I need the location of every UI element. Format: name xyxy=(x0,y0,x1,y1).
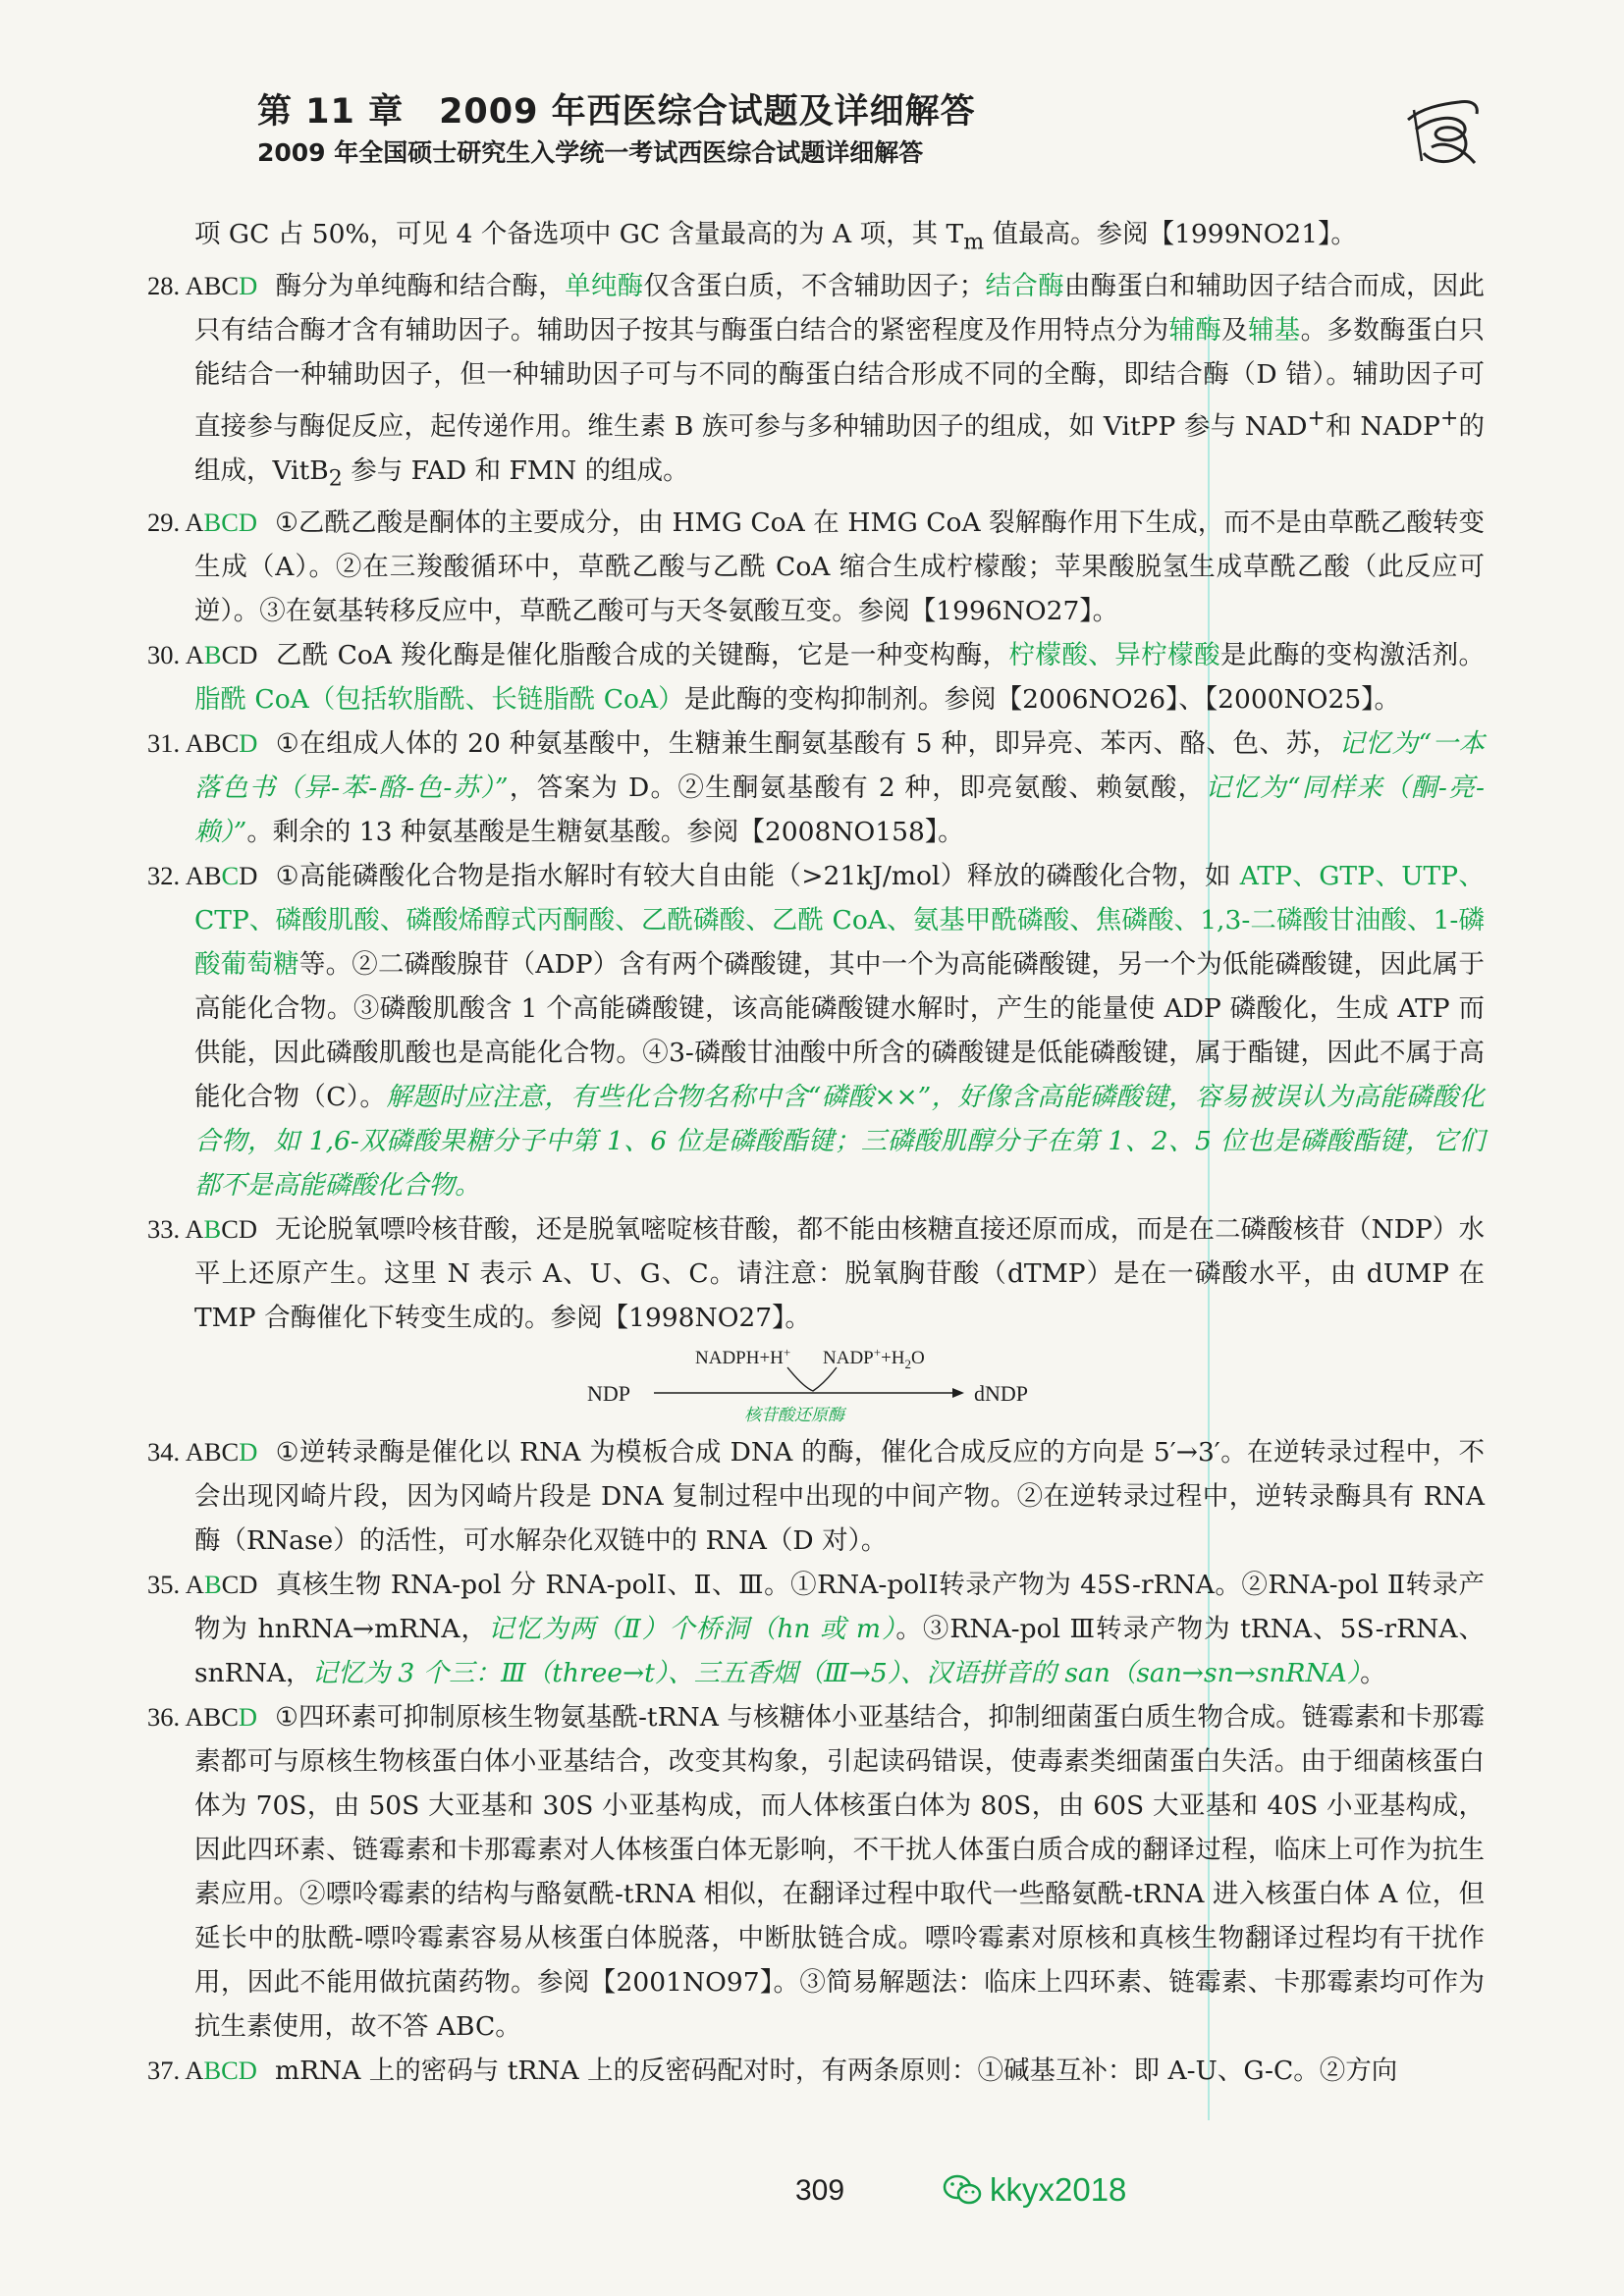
chapter-title: 第 11 章 2009 年西医综合试题及详细解答 xyxy=(257,92,976,132)
answer-letter: AB xyxy=(185,861,222,891)
answer-options xyxy=(186,1437,258,1467)
answer-letter: C xyxy=(221,861,240,891)
answer-text: 2 xyxy=(328,466,343,492)
question-number: 36. xyxy=(147,1702,186,1733)
answer-text: 真核生物 RNA-pol 分 RNA-polⅠ、Ⅱ、Ⅲ。①RNA-polⅠ转录产物为 45S-rRNA。②RNA-pol Ⅱ转录产物为 hnRNA→mRNA， xyxy=(194,1570,1485,1645)
answer-options xyxy=(185,1214,257,1244)
answer-item xyxy=(147,264,1486,501)
answer-text: ①乙酰乙酸是酮体的主要成分，由 HMG CoA 在 HMG CoA 裂解酶作用下生成，而不是由草酰乙酸转变生成（A）。②在三羧酸循环中，草酰乙酸与乙酰 CoA 缩合生成柠檬酸；苹果酸脱氢生成草酰乙酸（此反应可逆）。③在氨基转移反应中，草酰乙酸可与天冬氨酸互变。参阅【1996NO27】。 xyxy=(194,507,1486,627)
answer-text: ，答案为 D。②生酮氨基酸有 2 种，即亮氨酸、赖氨酸， xyxy=(508,773,1206,804)
answer-item xyxy=(147,633,1486,721)
answer-item xyxy=(194,212,1485,264)
highlight-text: ATP、GTP、UTP、CTP、磷酸肌酸、磷酸烯醇式丙酮酸、乙酰磷酸、乙酰 CoA、氨基甲酰磷酸、焦磷酸、1,3-二磷酸甘油酸、1-磷酸葡萄糖 xyxy=(194,861,1485,981)
answer-letter: B xyxy=(203,640,222,670)
answer-item xyxy=(147,1430,1485,1563)
wechat-icon xyxy=(943,2174,982,2206)
question-number: 32. xyxy=(147,861,186,891)
answer-letter: B xyxy=(203,1214,222,1245)
answer-text: 和 NADP xyxy=(1325,411,1440,443)
watermark-text: kkyx2018 xyxy=(990,2171,1127,2208)
answer-letter: D xyxy=(239,861,258,891)
answer-letter: ABC xyxy=(185,1702,239,1733)
question-number: 30. xyxy=(147,640,186,670)
answer-text: ①高能磷酸化合物是指水解时有较大自由能（>21kJ/mol）释放的磷酸化合物，如 xyxy=(275,861,1240,892)
answer-text: 及 xyxy=(1221,315,1248,347)
answer-text: ①逆转录酶是催化以 RNA 为模板合成 DNA 的酶，催化合成反应的方向是 5′→3′。在逆转录过程中，不会出现冈崎片段，因为冈崎片段是 DNA 复制过程中出现的中间产物。②在逆转录过程中，逆转录酶具有 RNA 酶（RNase）的活性，可水解杂化双链中的 RNA（D 对）。 xyxy=(194,1437,1485,1557)
answer-text: ①在组成人体的 20 种氨基酸中，生糖兼生酮氨基酸有 5 种，即异亮、苯丙、酪、色、苏， xyxy=(275,728,1339,760)
answer-options xyxy=(185,2056,257,2085)
page-subtitle: 2009 年全国硕士研究生入学统一考试西医综合试题详细解答 xyxy=(257,138,924,167)
answer-text: 。 xyxy=(1360,1658,1386,1689)
answer-letter: D xyxy=(239,1437,258,1468)
answer-text: 值最高。参阅【1999NO21】。 xyxy=(984,219,1357,249)
answer-item xyxy=(147,1563,1485,1695)
answer-options xyxy=(186,861,258,890)
answer-options xyxy=(186,271,258,300)
diagram-top-right: $NADP^++H_2O$ xyxy=(823,1345,925,1372)
answer-text: m xyxy=(963,230,985,255)
answer-letter: CD xyxy=(221,640,258,670)
scribble-seal-icon xyxy=(1402,90,1487,175)
question-number: 37. xyxy=(147,2056,186,2086)
question-number: 33. xyxy=(147,1214,186,1245)
answer-letter: A xyxy=(185,1214,204,1245)
question-number: 31. xyxy=(147,728,186,759)
answer-letter: BCD xyxy=(203,507,258,538)
answer-text: 是此酶的变构抑制剂。参阅【2006NO26】、【2000NO25】。 xyxy=(683,684,1400,716)
answer-letter: CD xyxy=(221,1570,258,1600)
answer-item xyxy=(147,854,1485,1207)
memory-note: 记忆为两（Ⅱ）个桥洞（hn 或 m） xyxy=(488,1614,896,1645)
answer-letter: ABC xyxy=(185,1437,240,1468)
reaction-diagram xyxy=(147,1344,1485,1430)
answer-letter: ABC xyxy=(185,271,240,301)
answer-text: 乙酰 CoA 羧化酶是催化脂酸合成的关键酶，它是一种变构酶， xyxy=(275,640,1009,671)
question-number: 28. xyxy=(147,271,186,301)
answer-letter: CD xyxy=(221,1214,258,1245)
answer-text: 。多数酶蛋白只能结合一种辅助因子，但一种辅助因子可与不同的酶蛋白结合形成不同的全酶，即结合酶（D 错）。辅助因子可直接参与酶促反应，起传递作用。维生素 B 族可参与多种辅助因子的组成，如 VitPP 参与 NAD xyxy=(194,315,1486,443)
memory-note: 记忆为“一本落色书（异-苯-酪-色-苏）” xyxy=(194,728,1485,804)
answer-text: 项 GC 占 50%，可见 4 个备选项中 GC 含量最高的为 A 项，其 T xyxy=(194,219,964,249)
answer-letter: BCD xyxy=(203,2056,257,2086)
answer-text: 参与 FAD 和 FMN 的组成。 xyxy=(342,455,689,487)
highlight-text: 结合酶 xyxy=(985,271,1064,302)
answer-letter: A xyxy=(185,507,204,538)
answer-letter: D xyxy=(238,1702,258,1733)
answer-text: 。剩余的 13 种氨基酸是生糖氨基酸。参阅【2008NO158】。 xyxy=(246,817,964,848)
watermark xyxy=(943,2171,1126,2209)
answer-letter: A xyxy=(185,2056,204,2086)
highlight-text: 辅基 xyxy=(1247,315,1301,347)
answer-letter: A xyxy=(185,1570,204,1600)
memory-note: 记忆为“同样来（酮-亮-赖）” xyxy=(194,773,1485,848)
question-number: 34. xyxy=(147,1437,186,1468)
answer-letter: B xyxy=(203,1570,222,1600)
page-number: 309 xyxy=(795,2174,845,2207)
answer-letter: D xyxy=(239,271,258,301)
answer-letter: D xyxy=(239,728,258,759)
answer-text: mRNA 上的密码与 tRNA 上的反密码配对时，有两条原则：①碱基互补：即 A-U、G-C。②方向 xyxy=(274,2056,1398,2087)
highlight-text: 柠檬酸、异柠檬酸 xyxy=(1008,640,1221,671)
answer-options xyxy=(185,1702,257,1732)
answer-letter: ABC xyxy=(185,728,240,759)
highlight-text: 单纯酶 xyxy=(565,271,644,302)
answer-options xyxy=(186,728,258,758)
answer-item xyxy=(147,1207,1485,1340)
answer-text: ①四环素可抑制原核生物氨基酰-tRNA 与核糖体小亚基结合，抑制细菌蛋白质生物合成。链霉素和卡那霉素都可与原核生物核蛋白体小亚基结合，改变其构象，引起读码错误，使毒素类细菌蛋白失活。由于细菌核蛋白体为 70S，由 50S 大亚基和 30S 小亚基构成，而人体核蛋白体为 80S，由 60S 大亚基和 40S 小亚基构成，因此四环素、链霉素和卡那霉素对人体核蛋白体无影响，不干扰人体蛋白质合成的翻译过程，临床上可作为抗生素应用。②嘌呤霉素的结构与酪氨酰-tRNA 相似，在翻译过程中取代一些酪氨酰-tRNA 进入核蛋白体 A 位，但延长中的肽酰-嘌呤霉素容易从核蛋白体脱落，中断肽链合成。嘌呤霉素对原核和真核生物翻译过程均有干扰作用，因此不能用做抗菌药物。参阅【2001NO97】。③简易解题法：临床上四环素、链霉素、卡那霉素均可作为抗生素使用，故不答 ABC。 xyxy=(194,1702,1485,2043)
answer-text: 无论脱氧嘌呤核苷酸，还是脱氧嘧啶核苷酸，都不能由核糖直接还原而成，而是在二磷酸核苷（NDP）水平上还原产生。这里 N 表示 A、U、G、C。请注意：脱氧胸苷酸（dTMP）是在一磷酸水平，由 dUMP 在 TMP 合酶催化下转变生成的。参阅【1998NO27】。 xyxy=(194,1214,1485,1334)
answer-content xyxy=(147,212,1485,2093)
answer-options xyxy=(186,1570,258,1599)
memory-note: 记忆为 3 个三：Ⅲ（three→t）、三五香烟（Ⅲ→5）、汉语拼音的 san（san→sn→snRNA） xyxy=(311,1658,1361,1689)
diagram-bottom: 核苷酸还原酶 xyxy=(744,1406,844,1426)
diagram-left: NDP xyxy=(587,1381,631,1407)
diagram-right: dNDP xyxy=(974,1381,1029,1407)
answer-text: 的组成，VitB xyxy=(194,411,1485,487)
diagram-top-left: NADPH+H+ xyxy=(695,1345,791,1369)
answer-options xyxy=(185,507,257,537)
answer-item xyxy=(147,501,1486,633)
highlight-text: 辅酶 xyxy=(1168,315,1222,347)
highlight-text: 脂酰 CoA（包括软脂酰、长链脂酰 CoA） xyxy=(194,684,684,716)
answer-letter: A xyxy=(185,640,204,670)
memory-note: 解题时应注意，有些化合物名称中含“磷酸××”，好像含高能磷酸键，容易被误认为高能磷酸化合物，如 1,6-双磷酸果糖分子中第 1、6 位是磷酸酯键；三磷酸肌醇分子在第 1、2、5 位也是磷酸酯键，它们都不是高能磷酸化合物。 xyxy=(194,1082,1485,1201)
answer-item xyxy=(147,2049,1485,2093)
question-number: 29. xyxy=(147,507,186,538)
answer-text: 是此酶的变构激活剂。 xyxy=(1220,640,1486,671)
answer-text: 。③RNA-pol Ⅲ转录产物为 tRNA、5S-rRNA、snRNA， xyxy=(194,1614,1485,1689)
answer-text: 仅含蛋白质，不含辅助因子； xyxy=(643,271,986,302)
question-number: 35. xyxy=(147,1570,186,1600)
answer-item xyxy=(147,721,1485,854)
answer-text: + xyxy=(1307,406,1326,432)
answer-text: 等。②二磷酸腺苷（ADP）含有两个磷酸键，其中一个为高能磷酸键，另一个为低能磷酸键，因此属于高能化合物。③磷酸肌酸含 1 个高能磷酸键，该高能磷酸键水解时，产生的能量使 ADP 磷酸化，生成 ATP 而供能，因此磷酸肌酸也是高能化合物。④3-磷酸甘油酸中所含的磷酸键是低能磷酸键，属于酯键，因此不属于高能化合物（C）。 xyxy=(194,949,1485,1113)
answer-text: 由酶蛋白和辅助因子结合而成，因此只有结合酶才含有辅助因子。辅助因子按其与酶蛋白结合的紧密程度及作用特点分为 xyxy=(194,271,1486,347)
answer-text: 酶分为单纯酶和结合酶， xyxy=(275,271,566,302)
answer-options xyxy=(186,640,258,669)
answer-text: + xyxy=(1439,406,1459,432)
answer-item xyxy=(147,1695,1485,2049)
